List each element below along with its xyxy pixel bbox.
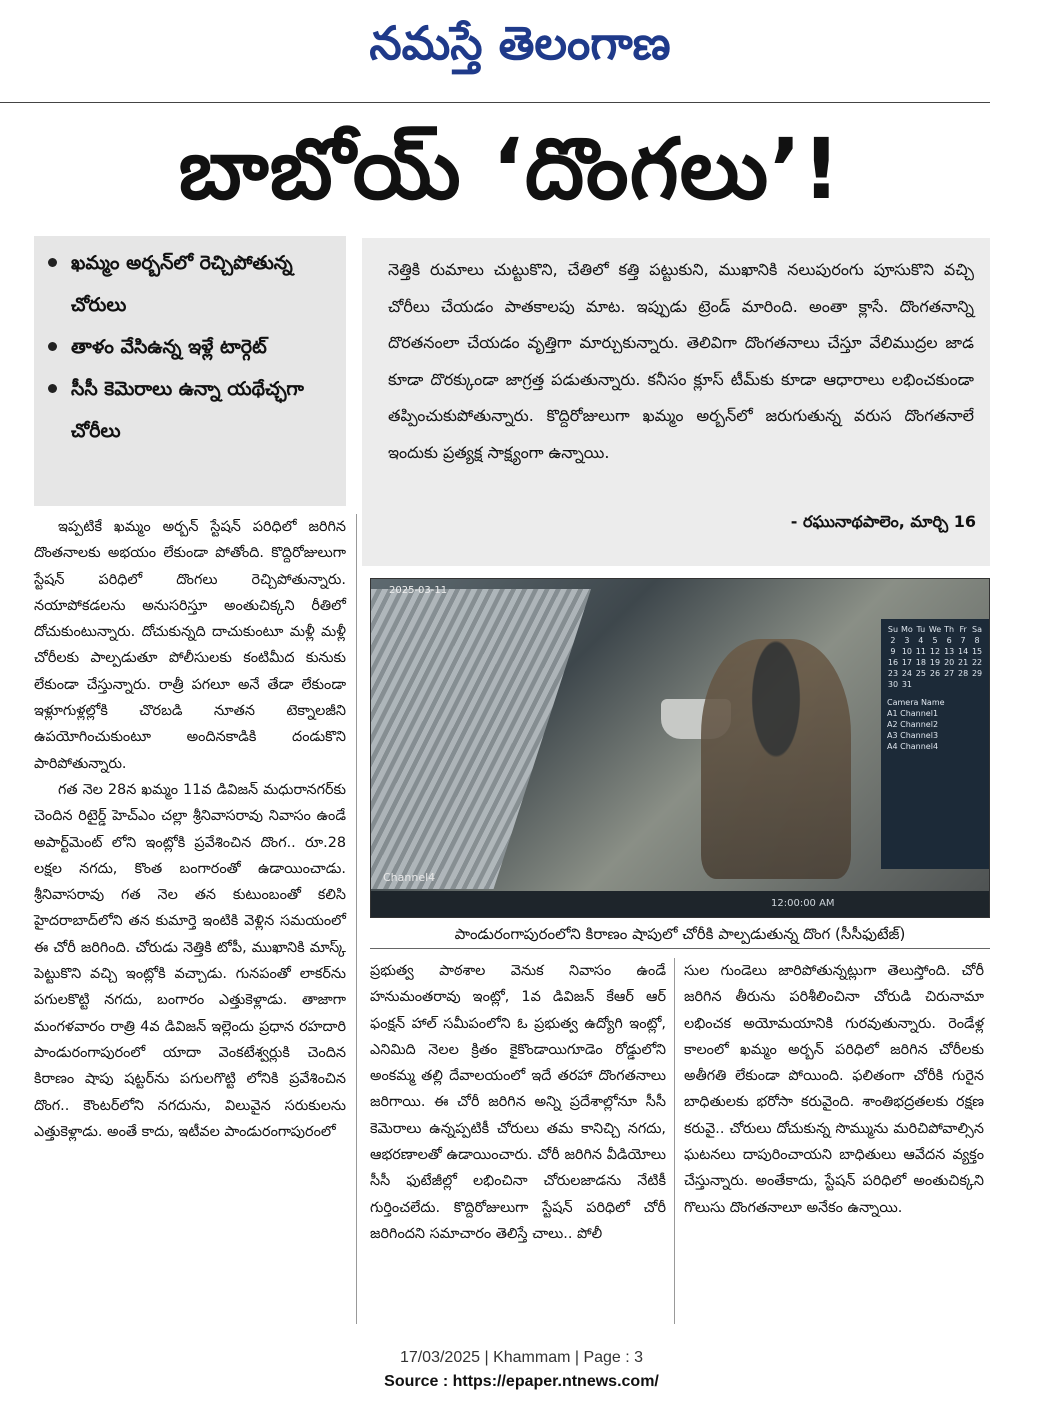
article-column-3 [684,958,984,1330]
dvr-calendar-day: 19 [929,658,941,667]
dvr-calendar-day: Mo [901,625,913,634]
highlight-item: తాళం వేసిఉన్న ఇళ్లే టార్గెట్ [48,326,338,368]
dvr-calendar-day: 17 [901,658,912,667]
dvr-calendar-day: 22 [971,658,983,667]
intro-text: నెత్తికి రుమాలు చుట్టుకొని, చేతిలో కత్తి పట్టుకుని, ముఖానికి నలుపురంగు పూసుకొని వచ్చి చోరీలు చేయడం పాతకాలపు మాట. ఇప్పుడు ట్రెండ్ మారింది. అంతా క్లాసే. దొంగతనాన్ని దొరతనంలా చేయడం వృత్తిగా మార్చుకున్నారు. తెలివిగా దొంగతనాలు చేస్తూ వేలిముద్రల జాడ కూడా దొరక్కుండా జాగ్రత్త పడుతున్నారు. కనీసం క్లూస్ టీమ్‌కు కూడా ఆధారాలు లభించకుండా తప్పించుకుపోతున్నారు. కొద్దిరోజులుగా ఖమ్మం అర్బన్‌లో జరుగుతున్న వరుస దొంగతనాలే ఇందుకు ప్రత్యక్ష సాక్ష్యంగా ఉన్నాయి. [388,260,974,462]
dvr-calendar [887,625,983,689]
playback-bar [371,891,989,917]
dvr-calendar-day: 7 [960,636,966,645]
dvr-calendar-day: 30 [887,680,899,689]
shop-shutter [370,589,591,889]
dvr-calendar-day: 15 [971,647,983,656]
dvr-calendar-day: 9 [890,647,896,656]
dvr-calendar-day: We [928,625,942,634]
cctv-photo [370,578,990,918]
article-column-1 [34,514,346,1330]
dvr-calendar-day: 29 [971,669,983,678]
dvr-calendar-day: 16 [887,658,899,667]
footer-source: Source : https://epaper.ntnews.com/ [384,1373,659,1390]
dvr-calendar-day: 20 [944,658,955,667]
dvr-heading: Camera Name [887,698,945,707]
dvr-calendar-day: 8 [974,636,980,645]
playback-time: 12:00:00 AM [771,898,835,909]
dvr-calendar-day: 5 [932,636,938,645]
article-column-2 [370,958,666,1330]
highlight-item: సీసీ కెమెరాలు ఉన్నా యథేచ్ఛగా చోరీలు [48,368,338,452]
dvr-calendar-day: 31 [901,680,912,689]
dvr-calendar-day: 6 [946,636,952,645]
footer-date: 17/03/2025 | Khammam | Page : 3 [399,1349,644,1366]
article-headline: బాబోయ్ ‘దొంగలు’! [178,120,842,218]
dvr-calendar-day: Sa [972,625,983,634]
dvr-calendar-day: 27 [944,669,955,678]
dvr-calendar-day: 11 [915,647,926,656]
intro-box [362,238,990,566]
page-footer [0,1346,1043,1394]
dvr-calendar-day: Th [944,625,955,634]
column-divider [356,514,357,1324]
dvr-calendar-day: 25 [915,669,926,678]
masthead-divider [0,102,990,103]
paragraph: గత నెల 28న ఖమ్మం 11వ డివిజన్ మధురానగర్‌కు చెందిన రిటైర్డ్ హెచ్‌ఎం చల్లా శ్రీనివాసరావు నివాసం ఉండే అపార్ట్‌మెంట్ లోని ఇంట్లోకి ప్రవేశించిన దొంగ.. రూ.28 లక్షల నగదు, కొంత బంగారంతో ఉడాయించాడు. శ్రీనివాసరావు గత నెల తన కుటుంబంతో కలిసి హైదరాబాద్‌లోని తన కుమార్తె ఇంటికి వెళ్లిన సమయంలో ఈ చోరీ జరిగింది. చోరుడు నెత్తికి టోపీ, ముఖానికి మాస్క్ పెట్టుకొని వచ్చి ఇంట్లోకి వచ్చాడు. గునపంతో లాకర్‌ను పగులకొట్టి నగదు, బంగారం ఎత్తుకెళ్లాడు. తాజాగా మంగళవారం రాత్రి 4వ డివిజన్ ఇల్లెందు ప్రధాన రహదారి పాండురంగాపురంలో యాదా వెంకటేశ్వర్లుకి చెందిన కిరాణం షాపు షట్టర్‌ను పగులగొట్టి లోనికి ప్రవేశించిన దొంగ.. కౌంటర్‌లోని నగదును, విలువైన సరుకులను ఎత్తుకెళ్లాడు. అంతే కాదు, ఇటీవల పాండురంగాపురంలో [34,781,346,1140]
dvr-panel [881,619,989,869]
dvr-calendar-day: 13 [944,647,955,656]
dvr-calendar-day: Fr [959,625,967,634]
dvr-calendar-day: 26 [929,669,941,678]
paragraph: ఇప్పటికే ఖమ్మం అర్బన్ స్టేషన్ పరిధిలో జరిగిన దొంతనాలకు అభయం లేకుండా పోతోంది. కొద్దిరోజులుగా స్టేషన్ పరిధిలో దొంగలు రెచ్చిపోతున్నారు. నయాపోకడలను అనుసరిస్తూ అంతుచిక్కని రీతిలో దోచుకుంటున్నారు. దోచుకున్నది దాచుకుంటూ మళ్లీ మళ్లీ చోరీలకు పాల్పడుతూ పోలీసులకు కంటిమీద కునుకు లేకుండా చేస్తున్నారు. రాత్రీ పగలూ అనే తేడా లేకుండా ఇళ్లూగుళ్లల్లోకి చొరబడి నూతన టెక్నాలజీని ఉపయోగించుకుంటూ అందినకాడికి దండుకొని పారిపోతున్నారు. [34,519,346,772]
highlights-box [34,236,346,506]
thief-figure [701,639,851,879]
dvr-calendar-day: 23 [887,669,899,678]
dvr-calendar-day: Tu [916,625,926,634]
bullet-icon [48,258,57,267]
dvr-calendar-day: 3 [904,636,910,645]
dvr-calendar-day: 21 [958,658,969,667]
dvr-channel: A3 Channel3 [887,731,939,740]
dvr-channel: A1 Channel1 [887,709,939,718]
dateline: - రఘునాథపాలెం, మార్చి 16 [790,511,976,531]
newspaper-masthead: నమస్తే తెలంగాణ [369,16,671,70]
dvr-calendar-day: 28 [958,669,969,678]
dvr-calendar-day: 12 [929,647,941,656]
column-divider [674,958,675,1324]
bullet-icon [48,384,57,393]
channel-label: Channel4 [383,871,436,884]
dvr-calendar-day: 14 [958,647,969,656]
dvr-calendar-day: 18 [915,658,926,667]
dvr-calendar-day: 24 [901,669,912,678]
dvr-calendar-day: 10 [901,647,912,656]
dvr-calendar-day: 4 [918,636,924,645]
paragraph: ప్రభుత్వ పాఠశాల వెనుక నివాసం ఉండే హనుమంతరావు ఇంట్లో, 1వ డివిజన్ కేఆర్ ఆర్ ఫంక్షన్ హాల్ సమీపంలోని ఓ ప్రభుత్వ ఉద్యోగి ఇంట్లో, ఎనిమిది నెలల క్రితం కైకొండాయిగూడెం రోడ్డులోని అంకమ్మ తల్లి దేవాలయంలో ఇదే తరహా దొంగతనాలు జరిగాయి. ఈ చోరీ జరిగిన అన్ని ప్రదేశాల్లోనూ సీసీ కెమెరాలు ఉన్నప్పటికీ చోరులు తమ కానిచ్చి నగదు, ఆభరణాలతో ఉడాయించారు. చోరీ జరిగిన వీడియోలు సీసీ ఫుటేజీల్లో లభించినా చోరులజాడను నేటికీ గుర్తించలేదు. కొద్దిరోజులుగా స్టేషన్ పరిధిలో చోరీ జరిగిందని సమాచారం తెలిస్తే చాలు.. పోలీ [370,963,666,1242]
dvr-calendar-day: Su [887,625,899,634]
bullet-icon [48,342,57,351]
dvr-channel: A2 Channel2 [887,720,939,729]
dvr-channel: A4 Channel4 [887,742,939,751]
paragraph: సుల గుండెలు జారిపోతున్నట్లుగా తెలుస్తోంది. చోరీ జరిగిన తీరును పరిశీలించినా చోరుడి చిరునామా లభించక అయోమయానికి గురవుతున్నారు. రెండేళ్ల కాలంలో ఖమ్మం అర్బన్ పరిధిలో జరిగిన చోరీలకు అతీగతి లేకుండా పోయింది. ఫలితంగా చోరీకి గురైన బాధితులకు భరోసా కరువైంది. శాంతిభద్రతలకు రక్షణ కరువై.. చోరులు దోచుకున్న సొమ్మును మరిచిపోవాల్సిన ఘటనలు దాపురించాయని బాధితులు ఆవేదన వ్యక్తం చేస్తున్నారు. అంతేకాదు, స్టేషన్ పరిధిలో అంతుచిక్కని గొలుసు దొంగతనాలూ అనేకం ఉన్నాయి. [684,963,984,1216]
photo-caption: పాండురంగాపురంలోని కిరాణం షాపులో చోరీకి పాల్పడుతున్న దొంగ (సీసీఫుటేజ్) [370,920,990,949]
camera-timestamp: 2025-03-11 [389,585,448,596]
highlight-item: ఖమ్మం అర్బన్‌లో రెచ్చిపోతున్న చోరులు [48,242,338,326]
dvr-calendar-day: 2 [890,636,896,645]
